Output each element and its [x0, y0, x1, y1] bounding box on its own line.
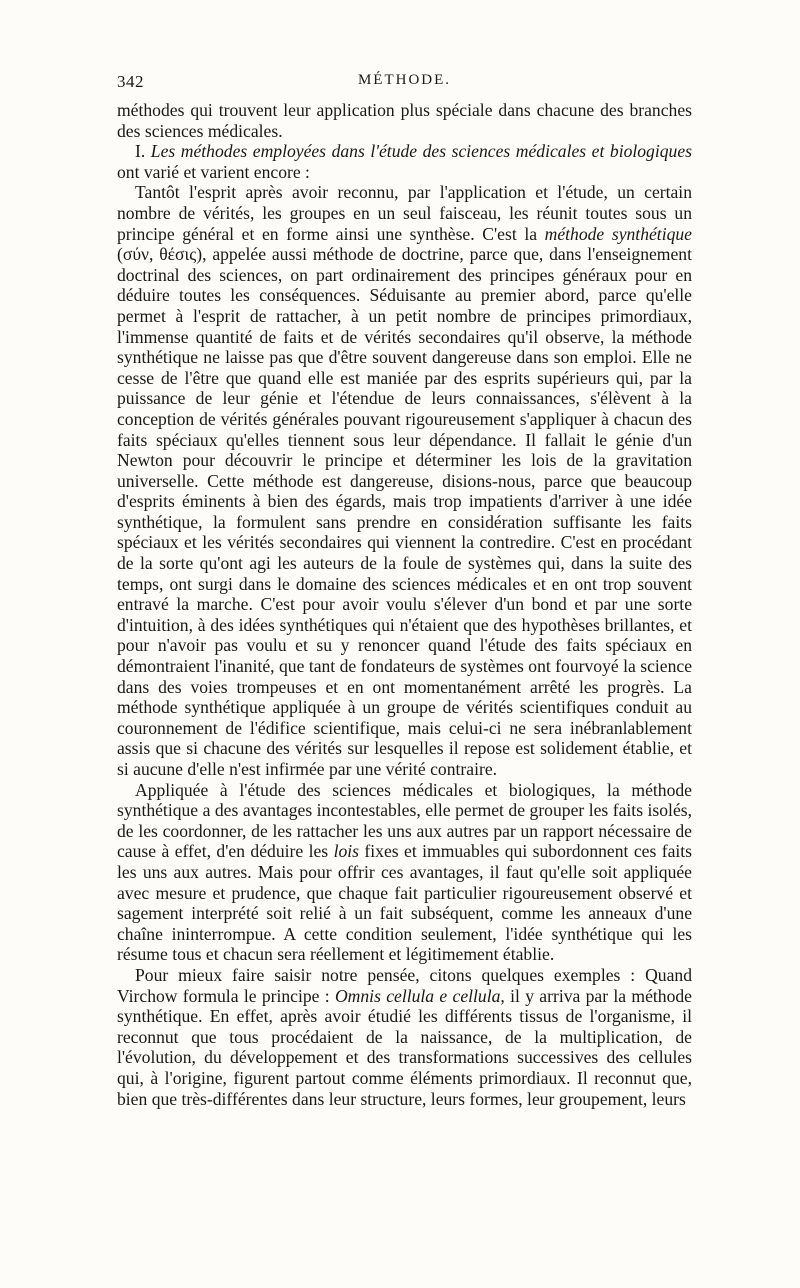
text-run: Pour mieux faire saisir notre pensée, citons quelques exemples : Quand Virchow formula le principe :	[117, 964, 692, 1006]
italic-text: Omnis cellula e cellula,	[334, 985, 505, 1006]
italic-text: Les méthodes employées dans l'étude des sciences médicales et biologiques	[150, 141, 692, 162]
italic-text: lois	[333, 841, 359, 862]
text-run: Appliquée à l'étude des sciences médicales et biologiques, la méthode synthétique a des avantages incontestables, elle permet de grouper les faits isolés, de les coordonner, de les rattacher les uns aux autres par un rapport nécessaire de cause à effet, d'en déduire les	[117, 779, 692, 862]
body-text	[117, 100, 692, 1109]
text-run: il y arriva par la méthode synthétique. En effet, après avoir étudié les différents tissus de l'organisme, il reconnut que tous procédaient de la naissance, de la multiplication, de l'évolution, du développement et des transformations successives des cellules qui, à l'origine, figurent partout comme éléments primordiaux. Il reconnut que, bien que très-différentes dans leur structure, leurs formes, leur groupement, leurs	[117, 985, 692, 1109]
text-run: I.	[135, 141, 151, 162]
text-run: (σύν, θέσις), appelée aussi méthode de doctrine, parce que, dans l'enseignement doctrinal des sciences, on part ordinairement des principes généraux pour en déduire toutes les conséquences. Séduisante au premier abord, parce qu'elle permet à l'esprit de rattacher, à un petit nombre de principes primordiaux, l'immense quantité de faits et de vérités secondaires qu'il observe, la méthode synthétique ne laisse pas que d'être souvent dangereuse dans son emploi. Elle ne cesse de l'être que quand elle est maniée par des esprits supérieurs qui, par la puissance de leur génie et l'étendue de leurs connaissances, s'élèvent à la conception de vérités générales pouvant rigoureusement s'appliquer à chacun des faits spéciaux qu'elles tiennent sous leur dépendance. Il fallait le génie d'un Newton pour découvrir le principe et déterminer les lois de la gravitation universelle. Cette méthode est dangereuse, disions-nous, parce que beaucoup d'esprits éminents à bien des égards, mais trop impatients d'arriver à une idée synthétique, la formulent sans prendre en considération suffisante les faits spéciaux et les vérités secondaires qui viennent la contredire. C'est en procédant de la sorte qu'ont agi les auteurs de la foule de systèmes qui, dans la suite des temps, ont surgi dans le domaine des sciences médicales et en ont trop souvent entravé la marche. C'est pour avoir voulu s'élever d'un bond et par une sorte d'intuition, à des idées synthétiques qui n'étaient que des hypothèses brillantes, et pour n'avoir pas voulu et su y renoncer quand l'étude des faits spéciaux en démontraient l'inanité, que tant de fondateurs de systèmes ont fourvoyé la science dans des voies trompeuses et en ont momentanément arrêté les progrès. La méthode synthétique appliquée à un groupe de vérités scientifiques conduit au couronnement de l'édifice scientifique, mais celui-ci ne sera inébranlablement assis que si chacune des vérités sur lesquelles il repose est solidement établie, et si aucune d'elle n'est infirmée par une vérité contraire.	[117, 244, 692, 779]
paragraph	[117, 100, 692, 141]
text-run: fixes et immuables qui subordonnent ces faits les uns aux autres. Mais pour offrir ces avantages, il faut qu'elle soit appliquée avec mesure et prudence, que chaque fait particulier rigoureusement observé et sagement interprété soit relié à un fait subséquent, comme les anneaux d'une chaîne ininterrompue. A cette condition seulement, l'idée synthétique qui les résume tous et chacun sera réellement et légitimement établie.	[117, 841, 693, 965]
text-run: méthodes qui trouvent leur application plus spéciale dans chacune des branches des sciences médicales.	[117, 100, 692, 141]
text-run: Tantôt l'esprit après avoir reconnu, par l'application et l'étude, un certain nombre de vérités, les groupes en un seul faisceau, les réunit toutes sous un principe général et en forme ainsi une synthèse. C'est la	[117, 182, 692, 244]
paragraph	[117, 965, 692, 1109]
paragraph	[117, 141, 692, 182]
page-number: 342	[117, 72, 144, 91]
text-run: ont varié et varient encore :	[117, 161, 310, 182]
running-head	[117, 72, 692, 96]
paragraph	[117, 780, 692, 965]
running-title: MÉTHODE.	[357, 72, 452, 88]
italic-text: méthode synthétique	[544, 223, 692, 244]
paragraph	[117, 182, 692, 779]
